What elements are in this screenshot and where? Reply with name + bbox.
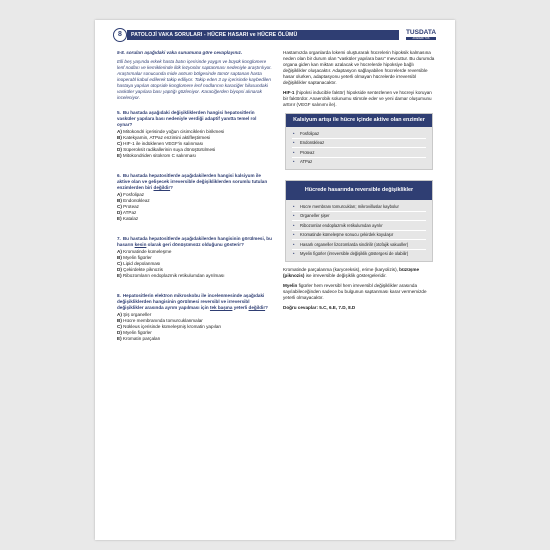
option-text: Hücre membranında tomurcuklanmalar [123,318,203,323]
option-letter: E) [117,216,122,221]
right-column [283,50,435,311]
option-letter: C) [117,261,122,266]
case-instruction: 5-8. soruları aşağıdaki vaka sunumuna göre cevaplayınız. [117,50,243,55]
term-bold: (piknozis) [283,273,305,278]
option-letter: C) [117,324,122,329]
question-text: Bu hastada hepatositlerde aşağıdakilerden hangisi kalsiyum ile aktive olan ve gelişecek irreversible değişikliklerden sorumlu tutulan enzimlerden biri [117,173,268,190]
option-text: Çekirdekte piknozis [123,267,163,272]
option-letter: D) [117,330,122,335]
option-text: Mitokondriden sitokrom C salınması [122,153,196,158]
term-bold: HIF-1 [283,90,295,95]
option-text: Kromatin parçaları [122,336,161,341]
box-list [286,127,432,169]
question-stem [117,236,272,248]
question-7 [117,236,272,279]
question-text: Hepatositlerin elektron mikroskobu ile incelenmesinde aşağıdaki değişikliklerden hangisinin görülmesi reversibl ve irreversibl değişiklikler arasında ayrım yapılması için [117,293,265,310]
option-text: Lipid depolanması [123,261,161,266]
left-column [117,50,272,342]
option-text: Fosfolipaz [123,192,145,197]
option-text: Proteaz [123,204,139,209]
option-letter: E) [117,336,122,341]
question-text: Bu hastada aşağıdaki değişikliklerden hangisi hepatositlerin vasküler yapılara bası nedeniyle verdiği adaptif yanıtta temel rol oynar? [117,110,257,127]
document-page [95,20,455,540]
option-letter: C) [117,204,122,209]
list-item: • Organeller şişer [292,212,426,222]
explanation-paragraph [283,90,435,108]
info-box-calcium-enzymes [285,113,433,170]
list-item: • Hasarlı organeller lizozomlarda sindirilir (otofajik vakuoller) [292,240,426,250]
option-text: ATPaz [122,210,137,215]
question-number: 7. [117,236,121,241]
option-letter: D) [117,210,122,215]
box-title: Kalsiyum artışı ile hücre içinde aktive olan enzimler [286,114,432,127]
question-6 [117,173,272,222]
question-5 [117,110,272,159]
option-e[interactable] [117,153,272,159]
logo-subtext: AKADEMİ TUS [406,37,436,40]
option-text: Mitokondri içerisinde yoğun cisimciklerin birikmesi [123,129,225,134]
question-number: 5. [117,110,121,115]
question-emphasis: değildir [248,305,266,310]
options-list [117,192,272,222]
question-stem [117,293,272,311]
option-letter: B) [117,318,122,323]
option-letter: A) [117,192,122,197]
question-text-end: ? [265,305,268,310]
list-item: • Myelin figürler (irreversible değişiklik göstergesi de olabilir) [292,250,426,259]
option-letter: E) [117,153,122,158]
case-text: Elli beş yaşında erkek hasta batın içerisinde yaygın ve büyük konglomere lenf nodları ve kemiklerinde litik lezyonlar saptanması nedeniyle araştırılıyor. Araştırmalar sonucunda mide antrum bölgesinde tümör saptanan hasta inoperabl kabul edilerek takip ediliyor. Takip eden 3 ay içerisinde kaybedilen hastaya yapılan otopside konglomere lenf nodlarının karaciğer hilusundaki vasküler yapılara bası yaptığı gözleniyor. Karaciğerden biyopsi alınarak inceleniyor. [117,59,272,100]
option-text: Şiş organeller [123,312,152,317]
option-letter: A) [117,249,122,254]
explanation-paragraph: Hastamızda organlarda lokemi oluşturarak hücrelerin hipoksik kalmasına neden olan bir durum olan "vasküler yapılara bası" mevcuttur. Bu durumda organa giden kan miktarı azalacak ve hücrelerde hipoksiye bağlı değişiklikler oluşacaktır. Adaptasyon sağlayabilen hücrelerde reversible hasar olurken, adaptasyonu yeterli olmayan hücrelerde irreversibl değişiklikler saptanacaktır. [283,50,435,85]
options-list [117,249,272,279]
paragraph-text: Kromatinde parçalanma (karyoreksis), erime (karyolizis), [283,267,400,272]
list-item: • Proteaz [292,148,426,158]
option-letter: B) [117,135,122,140]
paragraph-text: figürler hem reversibl hem irreversibl değişiklikler arasında sayılabileceğinden sadece bu bulgunun saptanması karar vermemizde yeterli olmayacaktır. [283,283,427,300]
option-letter: B) [117,198,122,203]
option-text: Nükleus içerisinde kümeleşmiş kromatin yapıları [123,324,222,329]
list-item: • ATPaz [292,158,426,167]
term-bold: büzüşme [399,267,420,272]
box-list [286,200,432,261]
option-text: Endonükleaz [123,198,150,203]
option-text: Katekyamin, ATPaz enzimini aktifleştirmesi [123,135,211,140]
term-bold: Myelin [283,283,298,288]
page-number: 8 [113,28,127,42]
option-letter: B) [117,255,122,260]
option-letter: A) [117,129,122,134]
question-stem [117,173,272,191]
option-e[interactable] [117,336,272,342]
list-item: • Hücre membranı tomurcukları; mikrovilluslar kaybolur [292,202,426,212]
option-letter: C) [117,141,122,146]
option-text: Süperoksit radikallerinin suya dönüştürülmesi [123,147,216,152]
option-text: Kromatinde kümeleşme [123,249,172,254]
header-title: PATOLOJİ VAKA SORULARI - HÜCRE HASARI ve HÜCRE ÖLÜMÜ [127,30,399,40]
explanation-paragraph [283,283,435,301]
option-text: Katalaz [122,216,139,221]
question-text: Bu hastada hepatositlerde aşağıdakilerden hangisinin görülmesi, bu hasarın [117,236,272,247]
question-text-end: ? [170,185,173,190]
publisher-logo [403,28,439,42]
option-e[interactable] [117,273,272,279]
list-item: • Endonükleaz [292,139,426,149]
option-text: HIF-1 ile indüklenen VEGF'in salınması [123,141,204,146]
box-title: Hücrede hasarında reversible değişiklikler [286,181,432,200]
paragraph-text: (hipoksi inducible faktör) hipokside sentezlenen ve hücreyi koruyan bir faktördür. Anaerobik solunumu stimüle eder ve yeni damar oluşumunu arttırır (VEGF salınımı ile). [283,90,432,107]
paragraph-text: ise irreversible değişiklik göstergeleridir. [304,273,387,278]
info-box-reversible-changes [285,180,433,262]
question-text-mid: yeterli [232,305,249,310]
option-text: Myelin figürler [123,255,152,260]
question-emphasis: kesin [134,242,147,247]
option-letter: E) [117,273,122,278]
list-item: • Ribozomlar endoplazmik retikulumdan ayrılır [292,221,426,231]
logo-text: TUSDATA [405,29,437,36]
question-8 [117,293,272,342]
list-item: • Kromatinde kümeleşme sonucu çekirdek koyulaşır [292,231,426,241]
option-text: Ribozomların endoplazmik retikulumdan ayrılması [122,273,225,278]
correct-answers: Doğru cevaplar: 5.C, 6.E, 7.D, 8.D [283,305,356,310]
question-stem [117,110,272,128]
question-emphasis: tek başına [209,305,233,310]
question-number: 8. [117,293,121,298]
option-letter: A) [117,312,122,317]
option-letter: D) [117,147,122,152]
options-list [117,129,272,159]
question-emphasis: değildir [153,185,171,190]
options-list [117,312,272,342]
question-number: 6. [117,173,121,178]
list-item: • Fosfolipaz [292,129,426,139]
page-header [113,28,438,42]
explanation-paragraph [283,267,435,279]
option-text: Myelin figürler [123,330,152,335]
option-e[interactable] [117,216,272,222]
question-text-end: olarak geri dönüşümsüz olduğunu gösterir? [146,242,244,247]
option-letter: D) [117,267,122,272]
